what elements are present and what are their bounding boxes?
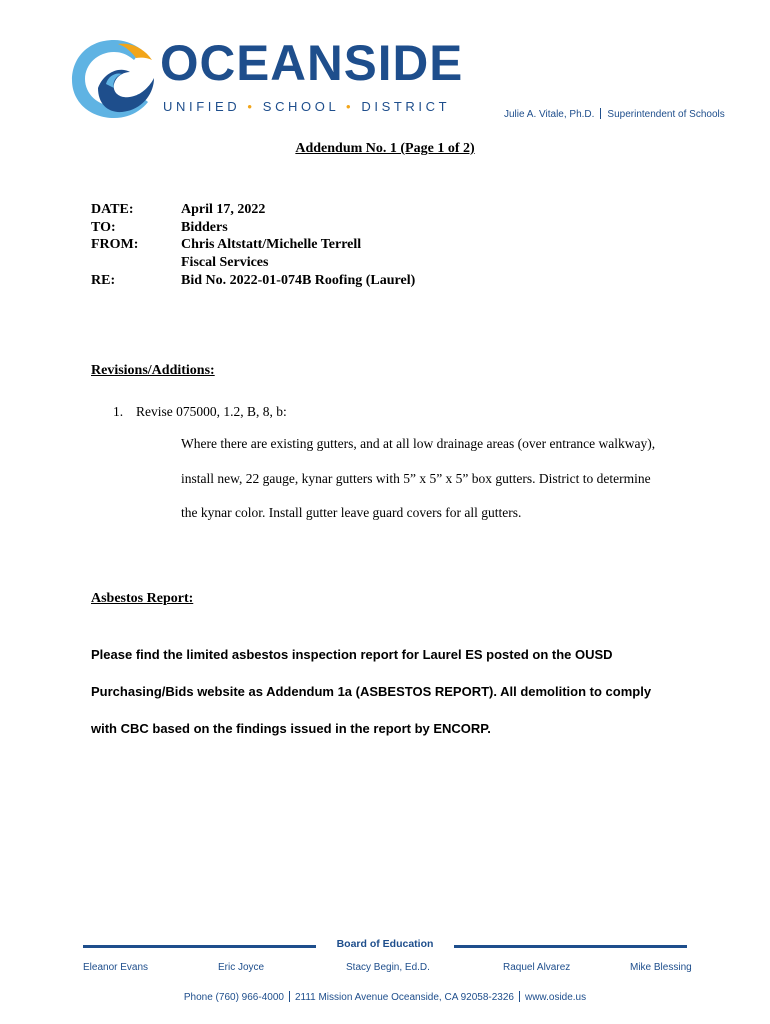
to-value: Bidders [181,220,228,235]
asbestos-line: Purchasing/Bids website as Addendum 1a (ASBESTOS REPORT). All demolition to comply [91,684,652,699]
footer-address: 2111 Mission Avenue Oceanside, CA 92058-2326 [294,992,514,1003]
page-title: Addendum No. 1 (Page 1 of 2) [295,141,475,156]
board-of-education-label: Board of Education [336,938,434,950]
from-department: Fiscal Services [181,255,269,270]
from-label: FROM: [91,237,139,252]
district-wordmark: OCEANSIDE [160,35,464,91]
re-value: Bid No. 2022-01-074B Roofing (Laurel) [181,273,416,288]
subtitle-unified: UNIFIED [163,99,241,114]
divider [519,991,520,1002]
superintendent-name: Julie A. Vitale, Ph.D. [504,109,595,120]
board-member: Raquel Alvarez [503,962,571,973]
district-logo-icon [68,36,160,122]
superintendent-line [504,108,725,120]
asbestos-line: Please find the limited asbestos inspection report for Laurel ES posted on the OUSD [91,647,613,662]
district-subtitle [163,99,450,114]
revisions-heading: Revisions/Additions: [91,363,215,378]
subtitle-district: DISTRICT [361,99,451,114]
list-item-text: Revise 075000, 1.2, B, 8, b: [136,404,287,419]
board-member: Mike Blessing [630,962,692,973]
subtitle-school: SCHOOL [262,99,339,114]
asbestos-heading: Asbestos Report: [91,591,194,606]
revision-detail-line: Where there are existing gutters, and at all low drainage areas (over entrance walkway), [181,436,656,451]
revision-detail-line: install new, 22 gauge, kynar gutters with 5” x 5” x 5” box gutters. District to determine [181,471,651,486]
board-member: Eleanor Evans [83,962,149,973]
re-label: RE: [91,273,116,288]
divider [289,991,290,1002]
divider [600,108,601,119]
asbestos-line: with CBC based on the findings issued in the report by ENCORP. [91,721,491,736]
board-member: Eric Joyce [218,962,265,973]
date-label: DATE: [91,202,134,217]
list-item-number: 1. [113,404,124,419]
subtitle-dot: • [247,99,256,114]
revision-detail-line: the kynar color. Install gutter leave guard covers for all gutters. [181,505,522,520]
footer-website[interactable]: www.oside.us [524,992,587,1003]
board-member: Stacy Begin, Ed.D. [346,962,430,973]
from-value: Chris Altstatt/Michelle Terrell [181,237,362,252]
superintendent-title: Superintendent of Schools [607,109,725,120]
date-value: April 17, 2022 [181,202,266,217]
footer-phone: Phone (760) 966-4000 [183,992,284,1003]
footer-contact [0,991,770,1003]
subtitle-dot: • [346,99,355,114]
to-label: TO: [91,220,116,235]
